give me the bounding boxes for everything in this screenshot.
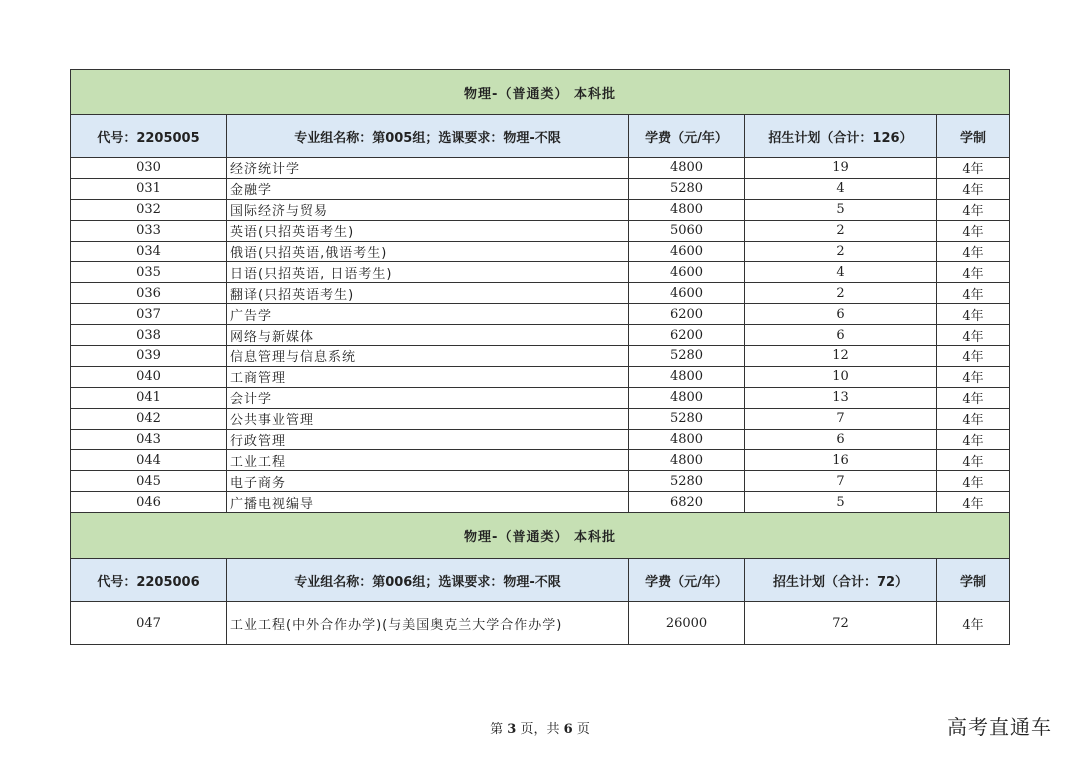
duration-cell: 4年	[937, 408, 1010, 429]
major-name-cell: 俄语(只招英语,俄语考生)	[227, 241, 629, 262]
tuition-cell: 4800	[629, 450, 745, 471]
tuition-cell: 4800	[629, 429, 745, 450]
major-name-cell: 英语(只招英语考生)	[227, 220, 629, 241]
tuition-cell: 5280	[629, 178, 745, 199]
group-name-header: 专业组名称：第005组；选课要求：物理-不限	[227, 115, 629, 158]
duration-cell: 4年	[937, 471, 1010, 492]
tuition-cell: 5280	[629, 346, 745, 367]
major-code-cell: 034	[71, 241, 227, 262]
enrollment-plan-header: 招生计划（合计：126）	[745, 115, 937, 158]
plan-count-cell: 6	[745, 429, 937, 450]
plan-count-cell: 13	[745, 387, 937, 408]
plan-count-cell: 5	[745, 199, 937, 220]
plan-count-cell: 7	[745, 408, 937, 429]
major-name-cell: 日语(只招英语, 日语考生)	[227, 262, 629, 283]
plan-count-cell: 5	[745, 492, 937, 513]
major-name-cell: 网络与新媒体	[227, 325, 629, 346]
enrollment-plan-header: 招生计划（合计：72）	[745, 559, 937, 602]
page-footer: 第 3 页，共 6 页	[490, 722, 590, 737]
table-row	[71, 387, 1010, 408]
major-code-cell: 032	[71, 199, 227, 220]
column-header-row	[71, 115, 1010, 158]
enrollment-plan-table	[70, 69, 1010, 645]
tuition-header: 学费（元/年）	[629, 559, 745, 602]
major-code-cell: 036	[71, 283, 227, 304]
major-name-cell: 金融学	[227, 178, 629, 199]
table-row	[71, 283, 1010, 304]
major-code-cell: 044	[71, 450, 227, 471]
tuition-cell: 4800	[629, 387, 745, 408]
table-row	[71, 241, 1010, 262]
major-code-cell: 042	[71, 408, 227, 429]
tuition-cell: 26000	[629, 602, 745, 645]
major-name-cell: 会计学	[227, 387, 629, 408]
table-row	[71, 178, 1010, 199]
group-name-header: 专业组名称：第006组；选课要求：物理-不限	[227, 559, 629, 602]
table-row	[71, 262, 1010, 283]
table-row	[71, 346, 1010, 367]
major-code-cell: 045	[71, 471, 227, 492]
duration-header: 学制	[937, 115, 1010, 158]
duration-cell: 4年	[937, 283, 1010, 304]
major-name-cell: 电子商务	[227, 471, 629, 492]
table-row	[71, 158, 1010, 179]
duration-cell: 4年	[937, 158, 1010, 179]
tuition-cell: 6820	[629, 492, 745, 513]
major-name-cell: 行政管理	[227, 429, 629, 450]
major-code-cell: 030	[71, 158, 227, 179]
plan-count-cell: 10	[745, 366, 937, 387]
table-row	[71, 366, 1010, 387]
tuition-cell: 6200	[629, 304, 745, 325]
section-title-row	[71, 70, 1010, 115]
duration-cell: 4年	[937, 220, 1010, 241]
major-code-cell: 039	[71, 346, 227, 367]
major-name-cell: 翻译(只招英语考生)	[227, 283, 629, 304]
column-header-row	[71, 559, 1010, 602]
major-name-cell: 公共事业管理	[227, 408, 629, 429]
table-row	[71, 304, 1010, 325]
table-row	[71, 450, 1010, 471]
major-name-cell: 经济统计学	[227, 158, 629, 179]
tuition-cell: 4800	[629, 199, 745, 220]
plan-count-cell: 4	[745, 178, 937, 199]
tuition-cell: 4600	[629, 283, 745, 304]
plan-count-cell: 12	[745, 346, 937, 367]
table-row	[71, 602, 1010, 645]
duration-cell: 4年	[937, 450, 1010, 471]
major-code-cell: 038	[71, 325, 227, 346]
table-row	[71, 220, 1010, 241]
table-row	[71, 429, 1010, 450]
major-code-cell: 046	[71, 492, 227, 513]
duration-cell: 4年	[937, 492, 1010, 513]
duration-header: 学制	[937, 559, 1010, 602]
major-code-cell: 035	[71, 262, 227, 283]
table-row	[71, 408, 1010, 429]
plan-count-cell: 2	[745, 283, 937, 304]
major-name-cell: 工商管理	[227, 366, 629, 387]
tuition-cell: 4800	[629, 158, 745, 179]
duration-cell: 4年	[937, 262, 1010, 283]
major-name-cell: 广告学	[227, 304, 629, 325]
major-name-cell: 国际经济与贸易	[227, 199, 629, 220]
table-row	[71, 471, 1010, 492]
group-code-header: 代号：2205006	[71, 559, 227, 602]
major-code-cell: 031	[71, 178, 227, 199]
tuition-cell: 4600	[629, 241, 745, 262]
duration-cell: 4年	[937, 387, 1010, 408]
plan-count-cell: 19	[745, 158, 937, 179]
plan-count-cell: 72	[745, 602, 937, 645]
major-code-cell: 043	[71, 429, 227, 450]
duration-cell: 4年	[937, 241, 1010, 262]
major-code-cell: 033	[71, 220, 227, 241]
major-name-cell: 工业工程(中外合作办学)(与美国奥克兰大学合作办学)	[227, 602, 629, 645]
plan-count-cell: 2	[745, 220, 937, 241]
section-title: 物理-（普通类） 本科批	[71, 513, 1010, 559]
tuition-cell: 5280	[629, 408, 745, 429]
duration-cell: 4年	[937, 304, 1010, 325]
tuition-header: 学费（元/年）	[629, 115, 745, 158]
duration-cell: 4年	[937, 429, 1010, 450]
plan-count-cell: 2	[745, 241, 937, 262]
tuition-cell: 4800	[629, 366, 745, 387]
major-name-cell: 工业工程	[227, 450, 629, 471]
major-code-cell: 047	[71, 602, 227, 645]
major-name-cell: 信息管理与信息系统	[227, 346, 629, 367]
tuition-cell: 4600	[629, 262, 745, 283]
tuition-cell: 5280	[629, 471, 745, 492]
plan-count-cell: 4	[745, 262, 937, 283]
table-row	[71, 199, 1010, 220]
duration-cell: 4年	[937, 199, 1010, 220]
current-page-number: 3	[507, 722, 517, 737]
major-code-cell: 037	[71, 304, 227, 325]
plan-count-cell: 7	[745, 471, 937, 492]
tuition-cell: 5060	[629, 220, 745, 241]
duration-cell: 4年	[937, 366, 1010, 387]
table-row	[71, 325, 1010, 346]
duration-cell: 4年	[937, 346, 1010, 367]
plan-count-cell: 16	[745, 450, 937, 471]
duration-cell: 4年	[937, 602, 1010, 645]
watermark-text: 高考直通车	[947, 715, 1052, 739]
section-title: 物理-（普通类） 本科批	[71, 70, 1010, 115]
major-code-cell: 041	[71, 387, 227, 408]
section-title-row	[71, 513, 1010, 559]
group-code-header: 代号：2205005	[71, 115, 227, 158]
plan-count-cell: 6	[745, 304, 937, 325]
major-name-cell: 广播电视编导	[227, 492, 629, 513]
tuition-cell: 6200	[629, 325, 745, 346]
duration-cell: 4年	[937, 178, 1010, 199]
table-row	[71, 492, 1010, 513]
major-code-cell: 040	[71, 366, 227, 387]
plan-count-cell: 6	[745, 325, 937, 346]
total-page-number: 6	[563, 722, 573, 737]
duration-cell: 4年	[937, 325, 1010, 346]
